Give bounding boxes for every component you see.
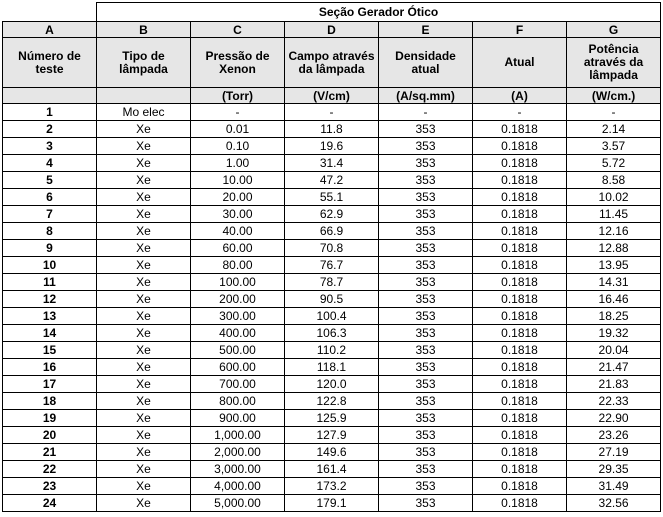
table-cell: 118.1 <box>285 359 379 376</box>
table-cell: 19 <box>3 410 97 427</box>
table-row <box>3 155 661 172</box>
table-cell: 0.1818 <box>473 325 567 342</box>
table-cell: 16.46 <box>567 291 661 308</box>
column-letter: E <box>379 22 473 38</box>
table-cell: 353 <box>379 461 473 478</box>
table-cell: 20.00 <box>191 189 285 206</box>
table-cell: 12 <box>3 291 97 308</box>
table-cell: 353 <box>379 308 473 325</box>
column-letter: C <box>191 22 285 38</box>
table-cell: 353 <box>379 495 473 512</box>
table-cell: 21 <box>3 444 97 461</box>
table-cell: 18.25 <box>567 308 661 325</box>
table-cell: 21.83 <box>567 376 661 393</box>
table-cell: 3,000.00 <box>191 461 285 478</box>
table-cell: Xe <box>97 444 191 461</box>
table-cell: 20.04 <box>567 342 661 359</box>
table-cell: 19.6 <box>285 138 379 155</box>
table-cell: 66.9 <box>285 223 379 240</box>
table-cell: 900.00 <box>191 410 285 427</box>
table-cell: 8 <box>3 223 97 240</box>
table-row <box>3 240 661 257</box>
column-letters-row <box>3 22 661 38</box>
table-cell: 0.1818 <box>473 189 567 206</box>
table-cell: 0.1818 <box>473 376 567 393</box>
column-letter: G <box>567 22 661 38</box>
column-header: Atual <box>473 38 567 88</box>
table-cell: 12.88 <box>567 240 661 257</box>
column-header: Densidade atual <box>379 38 473 88</box>
column-header: Pressão de Xenon <box>191 38 285 88</box>
table-cell: Xe <box>97 223 191 240</box>
table-cell: 11 <box>3 274 97 291</box>
spreadsheet <box>2 2 660 512</box>
table-cell: 70.8 <box>285 240 379 257</box>
table-cell: 600.00 <box>191 359 285 376</box>
table-cell: 90.5 <box>285 291 379 308</box>
column-letter: D <box>285 22 379 38</box>
table-cell: 0.1818 <box>473 393 567 410</box>
table-cell: 200.00 <box>191 291 285 308</box>
table-cell: 353 <box>379 206 473 223</box>
table-cell: Xe <box>97 393 191 410</box>
table-cell: 5.72 <box>567 155 661 172</box>
table-cell: 10.02 <box>567 189 661 206</box>
table-cell: Xe <box>97 206 191 223</box>
table-cell: 62.9 <box>285 206 379 223</box>
table-cell: 30.00 <box>191 206 285 223</box>
table-cell: Xe <box>97 121 191 138</box>
table-cell: 2 <box>3 121 97 138</box>
table-cell: Xe <box>97 274 191 291</box>
table-row <box>3 206 661 223</box>
table-cell: 14.31 <box>567 274 661 291</box>
table-cell: 11.45 <box>567 206 661 223</box>
table-cell: - <box>379 104 473 121</box>
table-cell: Xe <box>97 495 191 512</box>
table-cell: Xe <box>97 376 191 393</box>
table-cell: 0.1818 <box>473 121 567 138</box>
table-cell: 80.00 <box>191 257 285 274</box>
title-row <box>3 3 661 22</box>
table-cell: 0.1818 <box>473 478 567 495</box>
table-row <box>3 138 661 155</box>
table-cell: 10 <box>3 257 97 274</box>
table-row <box>3 376 661 393</box>
column-header: Número de teste <box>3 38 97 88</box>
table-cell: Xe <box>97 342 191 359</box>
table-row <box>3 444 661 461</box>
column-unit <box>3 88 97 104</box>
table-cell: 23.26 <box>567 427 661 444</box>
table-cell: 16 <box>3 359 97 376</box>
table-cell: 125.9 <box>285 410 379 427</box>
column-header: Potência através da lâmpada <box>567 38 661 88</box>
table-cell: - <box>473 104 567 121</box>
table-cell: 700.00 <box>191 376 285 393</box>
table-cell: 149.6 <box>285 444 379 461</box>
table-cell: 0.1818 <box>473 172 567 189</box>
table-cell: Xe <box>97 410 191 427</box>
table-cell: 22.33 <box>567 393 661 410</box>
table-cell: 22.90 <box>567 410 661 427</box>
table-cell: 23 <box>3 478 97 495</box>
table-title: Seção Gerador Ótico <box>97 3 661 22</box>
table-cell: 18 <box>3 393 97 410</box>
table-cell: 11.8 <box>285 121 379 138</box>
table-cell: 0.1818 <box>473 206 567 223</box>
column-unit: (W/cm.) <box>567 88 661 104</box>
table-cell: 100.00 <box>191 274 285 291</box>
table-cell: - <box>567 104 661 121</box>
table-cell: 1 <box>3 104 97 121</box>
table-cell: 179.1 <box>285 495 379 512</box>
table-cell: 353 <box>379 393 473 410</box>
table-cell: 2.14 <box>567 121 661 138</box>
table-cell: 353 <box>379 410 473 427</box>
column-unit: (Torr) <box>191 88 285 104</box>
table-cell: Xe <box>97 138 191 155</box>
table-cell: 8.58 <box>567 172 661 189</box>
table-cell: 6 <box>3 189 97 206</box>
table-cell: Xe <box>97 172 191 189</box>
table-cell: 76.7 <box>285 257 379 274</box>
column-names-row <box>3 38 661 88</box>
column-letter: A <box>3 22 97 38</box>
table-cell: 1.00 <box>191 155 285 172</box>
table-cell: 47.2 <box>285 172 379 189</box>
table-cell: 40.00 <box>191 223 285 240</box>
table-row <box>3 325 661 342</box>
table-cell: 0.1818 <box>473 495 567 512</box>
table-cell: 20 <box>3 427 97 444</box>
table-cell: 353 <box>379 155 473 172</box>
table-cell: 353 <box>379 427 473 444</box>
table-cell: 0.1818 <box>473 223 567 240</box>
table-cell: 2,000.00 <box>191 444 285 461</box>
table-cell: 353 <box>379 121 473 138</box>
table-cell: Xe <box>97 325 191 342</box>
table-cell: 1,000.00 <box>191 427 285 444</box>
table-row <box>3 104 661 121</box>
blank-corner-cell <box>3 3 97 22</box>
table-row <box>3 495 661 512</box>
table-cell: 15 <box>3 342 97 359</box>
table-cell: Xe <box>97 359 191 376</box>
table-cell: 300.00 <box>191 308 285 325</box>
table-cell: 5,000.00 <box>191 495 285 512</box>
table-row <box>3 410 661 427</box>
table-cell: 110.2 <box>285 342 379 359</box>
table-cell: 800.00 <box>191 393 285 410</box>
table-cell: 0.10 <box>191 138 285 155</box>
table-cell: 353 <box>379 325 473 342</box>
table-cell: 29.35 <box>567 461 661 478</box>
table-cell: 500.00 <box>191 342 285 359</box>
table-cell: 19.32 <box>567 325 661 342</box>
table-cell: 353 <box>379 478 473 495</box>
table-row <box>3 427 661 444</box>
table-row <box>3 223 661 240</box>
table-cell: 0.1818 <box>473 410 567 427</box>
table-cell: 400.00 <box>191 325 285 342</box>
table-cell: 0.1818 <box>473 138 567 155</box>
table-cell: - <box>285 104 379 121</box>
table-cell: 31.49 <box>567 478 661 495</box>
table-cell: 0.1818 <box>473 359 567 376</box>
table-cell: 0.1818 <box>473 155 567 172</box>
table-cell: Xe <box>97 461 191 478</box>
table-row <box>3 274 661 291</box>
table-cell: 353 <box>379 376 473 393</box>
table-cell: 127.9 <box>285 427 379 444</box>
column-units-row <box>3 88 661 104</box>
table-cell: 4 <box>3 155 97 172</box>
table-cell: 122.8 <box>285 393 379 410</box>
table-cell: 0.1818 <box>473 291 567 308</box>
table-cell: 0.01 <box>191 121 285 138</box>
table-cell: 353 <box>379 138 473 155</box>
table-cell: 24 <box>3 495 97 512</box>
table-cell: 22 <box>3 461 97 478</box>
table-row <box>3 189 661 206</box>
table-cell: 353 <box>379 444 473 461</box>
table-cell: 353 <box>379 274 473 291</box>
table-row <box>3 257 661 274</box>
table-cell: 14 <box>3 325 97 342</box>
table-cell: 7 <box>3 206 97 223</box>
table-cell: 78.7 <box>285 274 379 291</box>
column-header: Campo através da lâmpada <box>285 38 379 88</box>
column-letter: B <box>97 22 191 38</box>
table-cell: 5 <box>3 172 97 189</box>
table-cell: - <box>191 104 285 121</box>
table-cell: 120.0 <box>285 376 379 393</box>
table-row <box>3 342 661 359</box>
table-cell: 3.57 <box>567 138 661 155</box>
table-row <box>3 393 661 410</box>
table-row <box>3 359 661 376</box>
table-cell: 353 <box>379 257 473 274</box>
table-cell: 4,000.00 <box>191 478 285 495</box>
table-cell: 31.4 <box>285 155 379 172</box>
table-cell: 60.00 <box>191 240 285 257</box>
table-cell: 353 <box>379 223 473 240</box>
column-unit <box>97 88 191 104</box>
table-cell: 106.3 <box>285 325 379 342</box>
table-cell: 353 <box>379 359 473 376</box>
table-cell: 13.95 <box>567 257 661 274</box>
table-cell: 27.19 <box>567 444 661 461</box>
table-cell: 0.1818 <box>473 427 567 444</box>
table-cell: 32.56 <box>567 495 661 512</box>
table-cell: Xe <box>97 308 191 325</box>
table-cell: 21.47 <box>567 359 661 376</box>
table-cell: 0.1818 <box>473 444 567 461</box>
table-row <box>3 461 661 478</box>
table-cell: 353 <box>379 240 473 257</box>
table-row <box>3 172 661 189</box>
table-cell: Mo elec <box>97 104 191 121</box>
table-cell: 353 <box>379 189 473 206</box>
table-cell: Xe <box>97 291 191 308</box>
table-cell: 353 <box>379 172 473 189</box>
table-cell: 55.1 <box>285 189 379 206</box>
table-cell: 0.1818 <box>473 342 567 359</box>
table-cell: 353 <box>379 342 473 359</box>
table-row <box>3 478 661 495</box>
table-cell: Xe <box>97 257 191 274</box>
column-unit: (A/sq.mm) <box>379 88 473 104</box>
table-cell: 173.2 <box>285 478 379 495</box>
column-unit: (V/cm) <box>285 88 379 104</box>
table-row <box>3 291 661 308</box>
table-cell: 10.00 <box>191 172 285 189</box>
table-cell: 17 <box>3 376 97 393</box>
table-cell: 353 <box>379 291 473 308</box>
table-cell: Xe <box>97 240 191 257</box>
table-cell: 3 <box>3 138 97 155</box>
column-unit: (A) <box>473 88 567 104</box>
table-cell: 9 <box>3 240 97 257</box>
table-cell: 0.1818 <box>473 240 567 257</box>
table-cell: Xe <box>97 155 191 172</box>
table-cell: 0.1818 <box>473 257 567 274</box>
table-cell: 100.4 <box>285 308 379 325</box>
table-cell: 0.1818 <box>473 274 567 291</box>
table-cell: 0.1818 <box>473 308 567 325</box>
table-row <box>3 121 661 138</box>
table-cell: Xe <box>97 189 191 206</box>
table-row <box>3 308 661 325</box>
table-cell: 13 <box>3 308 97 325</box>
table-cell: 0.1818 <box>473 461 567 478</box>
table-cell: 161.4 <box>285 461 379 478</box>
table-cell: Xe <box>97 427 191 444</box>
data-table <box>2 2 661 512</box>
table-cell: Xe <box>97 478 191 495</box>
column-header: Tipo de lâmpada <box>97 38 191 88</box>
column-letter: F <box>473 22 567 38</box>
table-cell: 12.16 <box>567 223 661 240</box>
